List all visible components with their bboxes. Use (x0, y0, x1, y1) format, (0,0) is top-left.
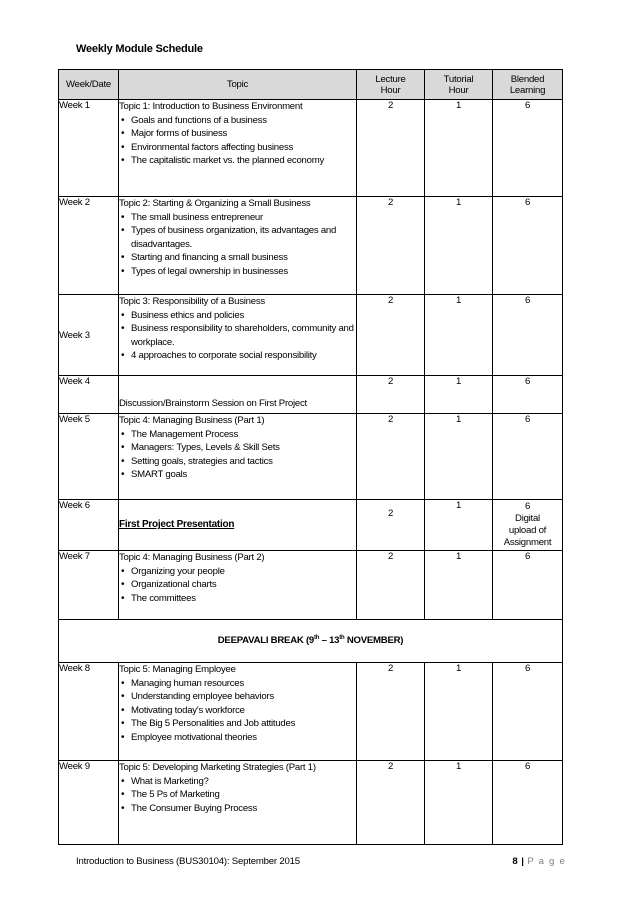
week-cell: Week 1 (59, 100, 119, 197)
page-number (512, 856, 566, 867)
break-sup: th (314, 635, 320, 642)
header-lecture-line1: Lecture (375, 73, 406, 85)
topic-bullets (119, 114, 356, 168)
week-cell: Week 3 (59, 295, 119, 376)
blended-learning: 6 (493, 551, 563, 620)
header-lecture-line2: Hour (380, 84, 401, 96)
header-blended-line2: Learning (509, 84, 546, 96)
lecture-hour: 2 (357, 551, 425, 620)
week-cell: Week 8 (59, 663, 119, 761)
topic-heading: First Project Presentation (119, 519, 235, 531)
list-item: • Organizing your people (119, 565, 356, 579)
topic-heading: Topic 4: Managing Business (Part 1) (119, 415, 265, 426)
table-row (59, 500, 563, 551)
tutorial-hour: 1 (425, 500, 493, 551)
lecture-hour: 2 (357, 295, 425, 376)
lecture-hour: 2 (357, 414, 425, 500)
header-topic-label: Topic (226, 79, 249, 90)
header-week (59, 70, 119, 100)
header-tutorial-line2: Hour (448, 84, 469, 96)
header-week-label: Week/Date (65, 79, 112, 90)
tutorial-hour: 1 (425, 663, 493, 761)
topic-heading: Topic 2: Starting & Organizing a Small Business (119, 198, 311, 209)
break-text-prefix: DEEPAVALI BREAK (9 (217, 635, 314, 647)
topic-bullets (119, 309, 356, 363)
lecture-hour: 2 (357, 663, 425, 761)
topic-heading: Topic 5: Managing Employee (119, 664, 236, 675)
topic-heading: Topic 3: Responsibility of a Business (119, 296, 265, 307)
list-item: • Types of legal ownership in businesses (119, 265, 356, 279)
tutorial-hour: 1 (425, 100, 493, 197)
list-item: • Business responsibility to shareholders, community and workplace. (119, 322, 356, 349)
schedule-table (58, 69, 563, 845)
topic-cell (119, 500, 357, 551)
header-topic (119, 70, 357, 100)
topic-cell (119, 100, 357, 197)
topic-cell (119, 376, 357, 414)
list-item: • Environmental factors affecting business (119, 141, 356, 155)
blended-note-line: Digital (515, 513, 540, 524)
list-item: • The capitalistic market vs. the planned economy (119, 154, 356, 168)
week-cell: Week 2 (59, 197, 119, 295)
blended-learning: 6 (493, 197, 563, 295)
blended-note-line: upload of (508, 525, 547, 536)
list-item: • The 5 Ps of Marketing (119, 788, 356, 802)
header-blended (493, 70, 563, 100)
tutorial-hour: 1 (425, 761, 493, 845)
page-word: P a g e (527, 856, 566, 867)
list-item: • What is Marketing? (119, 775, 356, 789)
list-item: • The committees (119, 592, 356, 606)
blended-learning: 6 (493, 414, 563, 500)
document-title: Weekly Module Schedule (76, 43, 203, 55)
header-blended-line1: Blended (510, 73, 545, 85)
topic-bullets (119, 565, 356, 606)
header-tutorial-line1: Tutorial (443, 73, 474, 85)
topic-heading: Topic 4: Managing Business (Part 2) (119, 552, 265, 563)
topic-heading: Discussion/Brainstorm Session on First Project (119, 397, 307, 409)
tutorial-hour: 1 (425, 551, 493, 620)
table-row (59, 376, 563, 414)
list-item: • Goals and functions of a business (119, 114, 356, 128)
topic-cell (119, 551, 357, 620)
lecture-hour: 2 (357, 376, 425, 414)
topic-cell (119, 414, 357, 500)
break-sup: th (339, 635, 345, 642)
topic-heading: Topic 1: Introduction to Business Environment (119, 101, 303, 112)
list-item: • 4 approaches to corporate social responsibility (119, 349, 356, 363)
topic-bullets (119, 428, 356, 482)
list-item: • The Big 5 Personalities and Job attitudes (119, 717, 356, 731)
lecture-hour: 2 (357, 761, 425, 845)
blended-learning: 6 (493, 761, 563, 845)
blended-learning (493, 500, 563, 551)
tutorial-hour: 1 (425, 414, 493, 500)
list-item: • The Consumer Buying Process (119, 802, 356, 816)
list-item: • The small business entrepreneur (119, 211, 356, 225)
page-separator: | (521, 856, 525, 867)
week-cell: Week 9 (59, 761, 119, 845)
table-row (59, 295, 563, 376)
table-row (59, 551, 563, 620)
break-text-suffix: NOVEMBER) (344, 635, 404, 647)
blended-learning: 6 (493, 663, 563, 761)
week-cell: Week 6 (59, 500, 119, 551)
blended-learning: 6 (493, 100, 563, 197)
footer-course: Introduction to Business (BUS30104): September 2015 (76, 856, 300, 867)
list-item: • Managers: Types, Levels & Skill Sets (119, 441, 356, 455)
list-item: • Business ethics and policies (119, 309, 356, 323)
lecture-hour: 2 (357, 500, 425, 551)
list-item: • Types of business organization, its advantages and disadvantages. (119, 224, 356, 251)
topic-bullets (119, 677, 356, 745)
blended-hours: 6 (524, 501, 531, 512)
table-row (59, 100, 563, 197)
blended-learning: 6 (493, 295, 563, 376)
table-row (59, 414, 563, 500)
table-row (59, 761, 563, 845)
week-cell: Week 4 (59, 376, 119, 414)
topic-bullets (119, 775, 356, 816)
list-item: • Starting and financing a small business (119, 251, 356, 265)
list-item: • The Management Process (119, 428, 356, 442)
lecture-hour: 2 (357, 100, 425, 197)
list-item: • Setting goals, strategies and tactics (119, 455, 356, 469)
topic-heading: Topic 5: Developing Marketing Strategies (Part 1) (119, 762, 316, 773)
topic-cell (119, 295, 357, 376)
list-item: • Motivating today's workforce (119, 704, 356, 718)
break-cell (59, 620, 563, 663)
list-item: • Understanding employee behaviors (119, 690, 356, 704)
lecture-hour: 2 (357, 197, 425, 295)
week-cell: Week 7 (59, 551, 119, 620)
list-item: • Major forms of business (119, 127, 356, 141)
blended-note-line: Assignment (503, 537, 552, 548)
tutorial-hour: 1 (425, 295, 493, 376)
page-number-value: 8 (512, 856, 519, 867)
list-item: • Managing human resources (119, 677, 356, 691)
list-item: • Employee motivational theories (119, 731, 356, 745)
break-text-middle: – 13 (319, 635, 340, 647)
topic-bullets (119, 211, 356, 279)
topic-cell (119, 761, 357, 845)
topic-cell (119, 197, 357, 295)
tutorial-hour: 1 (425, 376, 493, 414)
tutorial-hour: 1 (425, 197, 493, 295)
table-row (59, 663, 563, 761)
header-tutorial (425, 70, 493, 100)
list-item: • Organizational charts (119, 578, 356, 592)
break-row (59, 620, 563, 663)
table-header-row (59, 70, 563, 100)
list-item: • SMART goals (119, 468, 356, 482)
table-row (59, 197, 563, 295)
header-lecture (357, 70, 425, 100)
week-cell: Week 5 (59, 414, 119, 500)
blended-learning: 6 (493, 376, 563, 414)
topic-cell (119, 663, 357, 761)
